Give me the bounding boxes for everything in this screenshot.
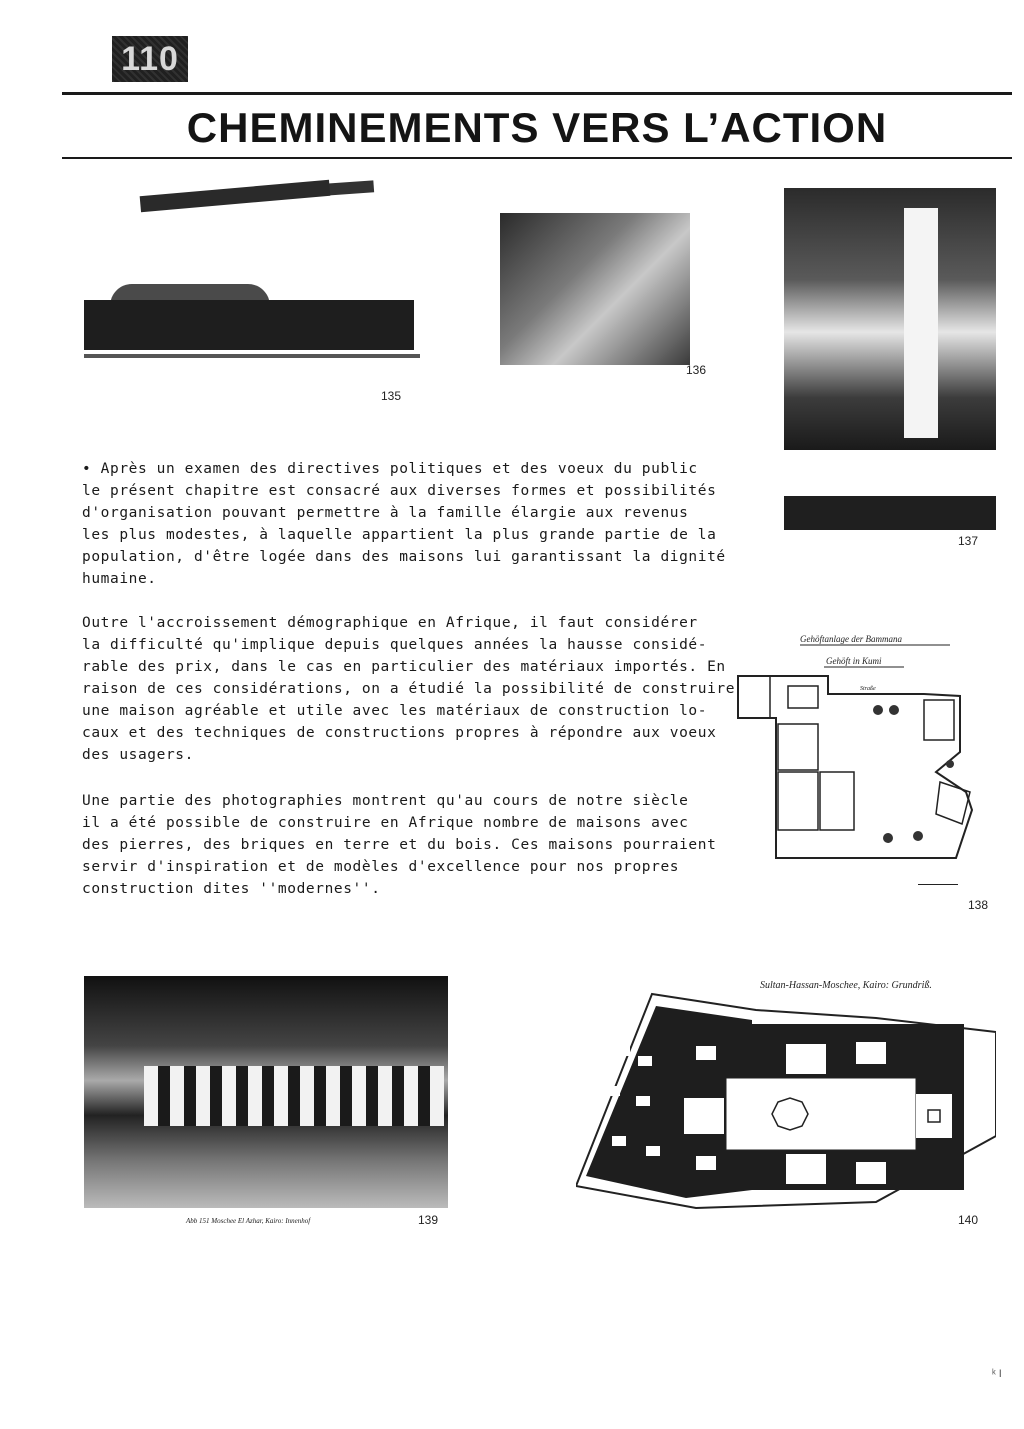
floor-plan-140 xyxy=(576,986,996,1212)
photo-139-arcade xyxy=(144,1066,444,1126)
text-line: des usagers. xyxy=(82,747,194,763)
figure-number-136: 136 xyxy=(686,363,707,377)
floor-plan-138-drawing xyxy=(736,632,988,894)
caption-140: Sultan-Hassan-Moschee, Kairo: Grundriß. xyxy=(760,980,932,991)
text-line: il a été possible de construire en Afrique nombre de maisons avec xyxy=(82,815,689,831)
text-line: population, d'être logée dans des maisons lui garantissant la dignité xyxy=(82,549,726,565)
photo-137-strip xyxy=(784,496,996,530)
text-line: caux et des techniques de constructions propres à répondre aux voeux xyxy=(82,725,717,741)
photo-135-wall xyxy=(84,300,414,350)
floor-plan-138 xyxy=(736,632,988,894)
text-line: Une partie des photographies montrent qu'au cours de notre siècle xyxy=(82,793,689,809)
text-line: la difficulté qu'implique depuis quelques années la hausse considé- xyxy=(82,637,708,653)
text-line: le présent chapitre est consacré aux diverses formes et possibilités xyxy=(82,483,717,499)
photo-135-sky-streak xyxy=(140,180,331,212)
plan-138-subtitle: Gehöft in Kumi xyxy=(826,656,882,666)
plan-138-granary xyxy=(873,705,883,715)
text-line: construction dites ''modernes''. xyxy=(82,881,381,897)
text-line: une maison agréable et utile avec les matériaux de construction lo- xyxy=(82,703,708,719)
page-title: CHEMINEMENTS VERS L’ACTION xyxy=(186,104,888,151)
photo-135-buildings xyxy=(84,268,420,374)
plan-138-granary xyxy=(883,833,893,843)
figure-number-139: 139 xyxy=(418,1213,439,1227)
plan-138-scale-bar xyxy=(918,884,958,885)
text-line: Outre l'accroissement démographique en Afrique, il faut considérer xyxy=(82,615,698,631)
floor-plan-140-drawing xyxy=(576,986,996,1212)
photo-136-courtyard xyxy=(500,213,690,365)
paragraph-photographs xyxy=(82,790,717,900)
text-line: raison de ces considérations, on a étudié la possibilité de construire xyxy=(82,681,736,697)
plan-138-title: Gehöftanlage der Bammana xyxy=(800,634,902,644)
figure-number-138: 138 xyxy=(968,898,989,912)
paragraph-intro xyxy=(82,458,726,590)
text-line: rable des prix, dans le cas en particulier des matériaux importés. En xyxy=(82,659,726,675)
plan-138-granary xyxy=(946,760,954,768)
text-line: humaine. xyxy=(82,571,157,587)
figure-number-140: 140 xyxy=(958,1213,979,1227)
header-rule-bottom xyxy=(62,157,1012,159)
text-line: servir d'inspiration et de modèles d'excellence pour nos propres xyxy=(82,859,680,875)
plan-138-granary xyxy=(889,705,899,715)
photo-137-minaret xyxy=(904,208,938,438)
plan-138-granary xyxy=(913,831,923,841)
header-rule-top xyxy=(62,92,1012,95)
figure-number-135: 135 xyxy=(381,389,402,403)
text-line: • Après un examen des directives politiques et des voeux du public xyxy=(82,461,698,477)
corner-mark: ᵏ I xyxy=(992,1368,1002,1380)
page-number-badge: 110 xyxy=(112,36,188,82)
photo-139-mosque-courtyard xyxy=(84,976,448,1208)
plan-138-road-label: Straße xyxy=(860,686,876,692)
caption-139: Abb 151 Moschee El Azhar, Kairo: Innenhof xyxy=(186,1217,311,1225)
text-line: d'organisation pouvant permettre à la famille élargie aux revenus xyxy=(82,505,689,521)
photo-137-mosque-tower xyxy=(784,188,996,450)
text-line: des pierres, des briques en terre et du bois. Ces maisons pourraient xyxy=(82,837,717,853)
photo-135-ground xyxy=(84,354,420,358)
figure-number-137: 137 xyxy=(958,534,979,548)
text-line: les plus modestes, à laquelle appartient la plus grande partie de la xyxy=(82,527,717,543)
paragraph-demographics xyxy=(82,612,736,766)
